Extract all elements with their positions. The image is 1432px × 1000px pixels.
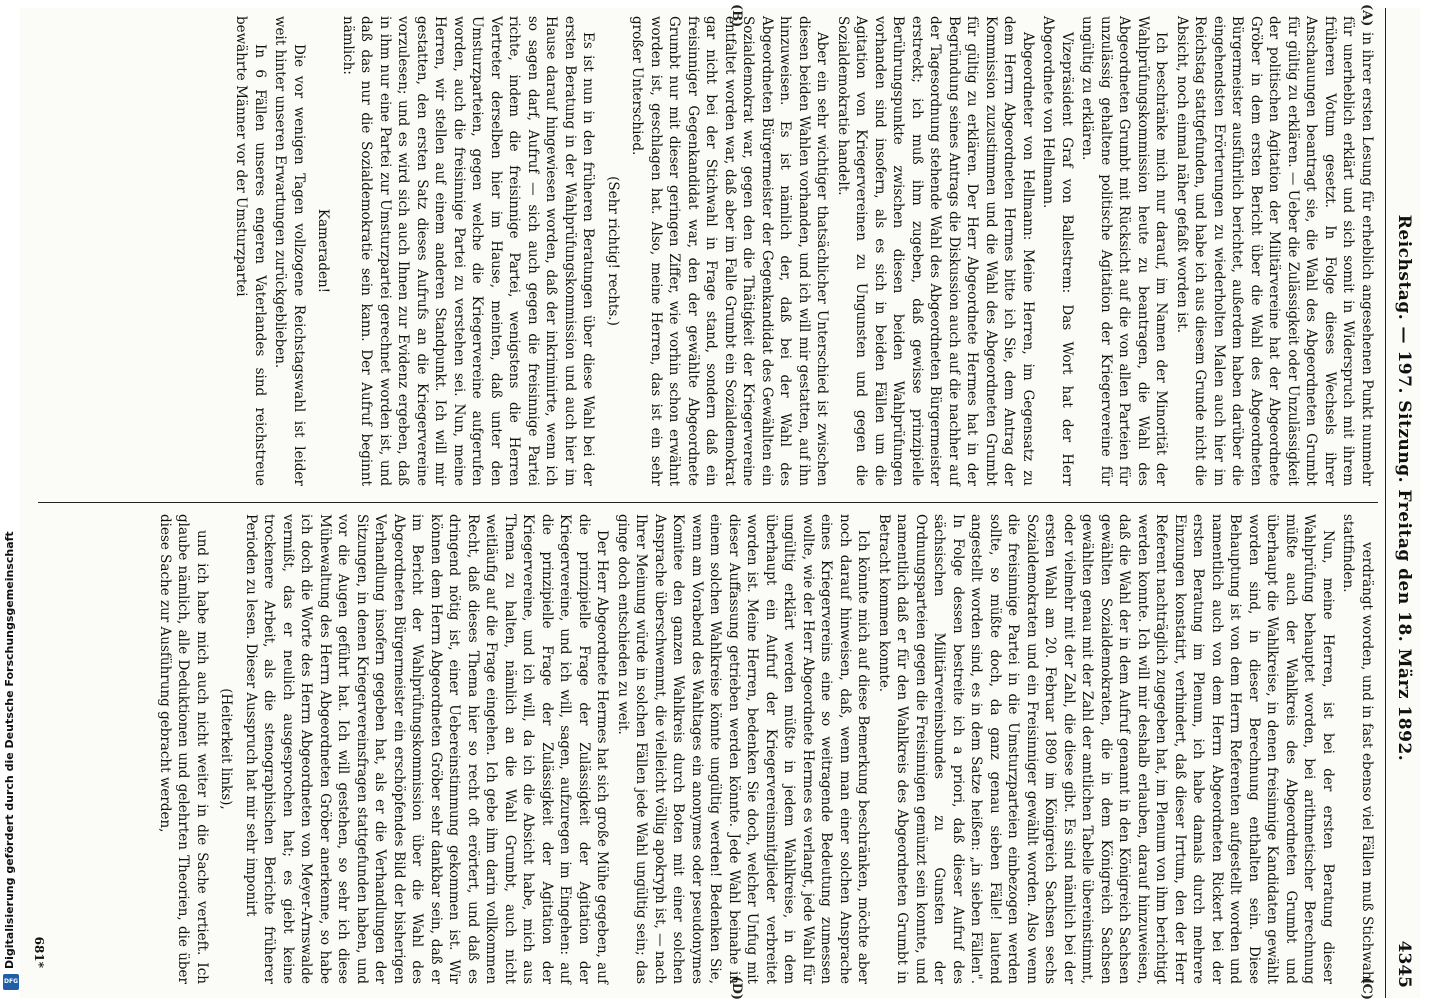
- paragraph: in ihrer ersten Lesung für erheblich angesehenen Punkt nunmehr für unerheblich erklärt und sich somit in Widerspruch mit ihrem früheren Votum gesetzt. In Folge dieses Wechsels ihrer Anschauungen beantragt sie, die Wahl des Abgeordneten Grumbt für gültig zu erklären. — Ueber die Zulässigkeit oder Unzulässigkeit der politischen Agitation der Militärvereine hat der Abgeordnete Gröber in dem ersten Bericht über die Wahl des Abgeordneten Bürgermeister ausführlich berichtet, außerdem haben darüber die eingehendsten Erörterungen zu wiederholten Malen auch hier im Reichstag stattgefunden, und habe ich aus diesem Grunde nicht die Absicht, noch einmal näher gefaßt worden ist.: [1174, 16, 1375, 486]
- running-head: Reichstag. — 197. Sitzung. Freitag den 18. März 1892.: [1394, 214, 1414, 762]
- margin-marker-c: (C): [1359, 977, 1374, 1000]
- paragraph: und ich habe mich auch nicht weiter in die Sache vertieft. Ich glaube nämlich, alle Deduktionen und gelehrten Theorien, die über diese Sache zur Ausführung gebracht werden,: [157, 514, 210, 984]
- quote-paragraph: In 6 Fällen unseres engeren Vaterlandes sind reichstreue bewährte Männer vor der Umsturzpartei: [233, 16, 268, 486]
- scanned-page: [20, 4, 1420, 1000]
- paragraph: Der Herr Abgeordnete Hermes hat sich große Mühe gegeben, auf die prinzipielle Frage der Zulässigkeit der Agitation der Kriegervereine, und ich will, sagen, aufzuregen im Eingehen: auf die prinzipielle Frage der Zulässigkeit der Agitation der Kriegervereine, und ich will, da ich die Absicht habe, mich aus Thema zu halten, nämlich an die Wahl Grumbt, auch nicht weitläufig auf die Frage eingehen. Ich gebe ihm darin vollkommen Recht, daß dieses Thema hier so recht oft erörtert, und daß es dringend nötig ist, einer Uebereinstimmung gekommen ist. Wir können dem Herrn Abgeordneten Gröber sehr dankbar sein, daß er im Bericht der Wahlprüfungskommission über die Wahl des Abgeordneten Bürgermeister ein erschöpfendes Bild der bisherigen Verhandlung insofern gegeben hat, als er die Verhandlungen der Sitzungen, in denen Kriegervereinsfragen stattgefunden haben, und vor die Augen geführt hat. Ich will gestehen, so sehr ich diese Mühewaltung des Herrn Abgeordneten Gröber anerkenne, so habe ich doch die Worte des Herrn Abgeordneten von Meyer-Arnswalde vermißt, das er neulich ausgesprochen hat; es giebt keine trockenere Arbeit, als die stenographischen Berichte früherer Perioden zu lesen. Dieser Ausspruch hat mir sehr imponirt: [243, 514, 611, 984]
- speaker-paragraph: Vizepräsident Graf von Ballestrem: Das Wort hat der Herr Abgeordnete von Hellmann.: [1040, 16, 1075, 486]
- speaker-paragraph: Abgeordneter von Hellmann: Meine Herren, im Gegensatz zu dem Herrn Abgeordneten Hermes bitte ich Sie, dem Antrag der Kommission zuzustimmen und die Wahl des Abgeordneten Grumbt für gültig zu erklären. Der Herr Abgeordnete Hermes hat in der Begründung seines Antrags die Diskussion auch auf die nachher auf der Tagesordnung stehende Wahl des Abgeordneten Bürgermeister erstreckt; ich muß ihm zugeben, daß gewisse prinzipielle Berührungspunkte zwischen diesen beiden Wahlprüfungen vorhanden sind insofern, als es sich in beiden Fällen um die Agitation von Kriegervereinen zu Ungunsten und gegen die Sozialdemokratie handelt.: [835, 16, 1036, 486]
- left-column: [230, 16, 1376, 486]
- margin-marker-b: (B): [729, 4, 744, 28]
- credit-strip: [0, 0, 22, 1000]
- paragraph: Es ist nun in den früheren Beratungen über diese Wahl bei der ersten Beratung in der Wahlprüfungskommission und auch hier im Hause darauf hingewiesen worden, daß der inkriminirte, wenn ich so sagen darf, Aufruf — sich auch gegen die freisinnige Partei richte, indem die freisinnige Partei, wenigstens die Herren Vertreter derselben hier im Hause, meinten, daß unter den Umsturzparteien, gegen welche die Kriegervereine aufgerufen worden, auch die freisinnige Partei zu verstehen sei. Nun, meine Herren, wir stellen auf einem anderen Standpunkt. Ich will mir gestatten, den ersten Satz dieses Aufrufs an die Kriegervereine vorzulesen; und es wird sich auch Ihnen zur Evidenz ergeben, daß in ihm nur eine Partei zur Umsturzpartei gerechnet worden ist, und daß das nur die Sozialdemokratie sein kann. Der Aufruf beginnt nämlich:: [340, 16, 597, 486]
- margin-marker-a: (A): [1359, 4, 1374, 27]
- column-divider: [38, 502, 1378, 503]
- quote-salutation: Kameraden!: [315, 208, 332, 294]
- quote-paragraph: verdrängt worden, und in fast ebenso viel Fällen muß Stichwahl stattfinden.: [1340, 514, 1375, 984]
- page-number: 4345: [1394, 940, 1414, 988]
- quote-paragraph: Die vor wenigen Tagen vollzogene Reichstagswahl ist leider weit hinter unseren Erwartungen zurückgeblieben.: [272, 16, 307, 486]
- funding-credit: Digitalisierung gefördert durch die Deutsche Forschungsgemeinschaft: [3, 531, 16, 969]
- page-header: [1385, 8, 1420, 998]
- paragraph: Nun, meine Herren, ist bei der ersten Beratung dieser Wahlprüfung behauptet worden, bei arithmetischer Berechnung müßte auch der Wahlkreis des Abgeordneten Grumbt und überhaupt die Wahlkreise, in denen freisinnige Kandidaten gewählt worden sind, in dieser Berechnung enthalten sein. Diese Behauptung ist von dem Herrn Referenten aufgestellt worden und namentlich auch von dem Herrn Abgeordneten Rickert bei der ersten Beratung im Plenum, ich habe damals durch mehrere Einzungen konstatirt, verhindert, daß dieser Irrtum, den der Herr Referent nachträglich zugegeben hat, im Plenum von ihm berichtigt werden konnte. Ich will mir deshalb erlauben, darauf hinzuweisen, daß die Wahl der in dem Aufruf genannt in den Königreich Sachsen gewählten Sozialdemokraten, die in dem Königreich Sachsen gewählten genau mit der Zahl der amtlichen Tabelle übereinstimmt, oder vielmehr mit der Zahl, die diese gibt. Es sind nämlich bei der ersten Wahl am 20. Februar 1890 im Königreich Sachsen sechs Sozialdemokraten und ein Freisinniger gewählt worden. Also wenn die freisinnige Partei in die Umsturzparteien einbezogen werden sollte, so müßte doch, da ganz genau sieben Fälle! lautend angestellt worden sind, es in dem Satze heißen: „in sieben Fällen". In Folge dessen bestreite ich a priori, daß dieser Aufruf des sächsischen Militärvereinsbundes zu Gunsten der Ordnungsparteien gegen die Freisinnigen gemünzt sein konnte, und namentlich daß er für den Wahlkreis des Abgeordneten Grumbt in Betracht kommen konnte.: [876, 514, 1336, 984]
- dfg-logo-icon: DFG: [3, 974, 19, 990]
- interjection: (Heiterkeit links),: [218, 688, 235, 810]
- margin-marker-d: (D): [729, 976, 744, 1000]
- paragraph: Ich beschränke mich nur darauf, im Namen der Minorität der Wahlprüfungskommission heute zu beantragen, die Wahl des Abgeordneten Grumbt mit Rücksicht auf die von allen Parteien für unzulässig gehaltene politische Agitation der Kriegervereine für ungültig zu erklären.: [1079, 16, 1170, 486]
- signature-mark: 681*: [32, 936, 46, 968]
- paragraph: Aber ein sehr wichtiger thatsächlicher Unterschied ist zwischen diesen beiden Wahlen vorhanden, und ich will mir gestatten, auf ihn hinzuweisen. Es ist nämlich der, daß bei der Wahl des Abgeordneten Bürgermeister der Gegenkandidat des Gewählten ein Sozialdemokrat war, gegen den die Thätigkeit der Kriegervereine entfaltet worden war, daß aber im Falle Grumbt ein Sozialdemokrat gar nicht bei der Stichwahl in Frage stand, sondern daß ein freisinniger Gegenkandidat war, den der gewählte Abgeordnete Grumbt nur mit dieser geringen Ziffer, wie vorhin schon erwähnt worden ist, geschlagen hat. Also, meine Herren, das ist ein sehr großer Unterschied.: [629, 16, 831, 486]
- paragraph: Ich könnte mich auf diese Bemerkung beschränken, möchte aber noch darauf hinweisen, daß, wenn man einer solchen Ansprache eines Kriegervereins eine so weitragende Bedeutung zumessen wollte, wie der Herr Abgeordnete Hermes es verlangt, jede Wahl für ungültig erklärt werden müßte in jedem Wahlkreise, in dem überhaupt ein Aufruf der Kriegervereinsmitglieder verbreitet worden ist. Meine Herren, bedenken Sie doch, welcher Unfug mit dieser Auffassung getrieben werden könnte. Jede Wahl beinahe in einem solchen Wahlkreise könnte ungültig werden! Bedenken Sie, wenn am Vorabend des Wahltages ein anonymes oder pseudonymes Komitee den ganzen Wahlkreis durch Boten mit einer solchen Ansprache überschwemmt, die vielleicht völlig apokryph ist, — nach Ihrer Meinung würde in solchen Fällen jede Wahl ungültig sein; das ginge doch entschieden zu weit.: [615, 514, 872, 984]
- interjection: (Sehr richtig! rechts.): [605, 176, 621, 326]
- right-column: [154, 514, 1377, 984]
